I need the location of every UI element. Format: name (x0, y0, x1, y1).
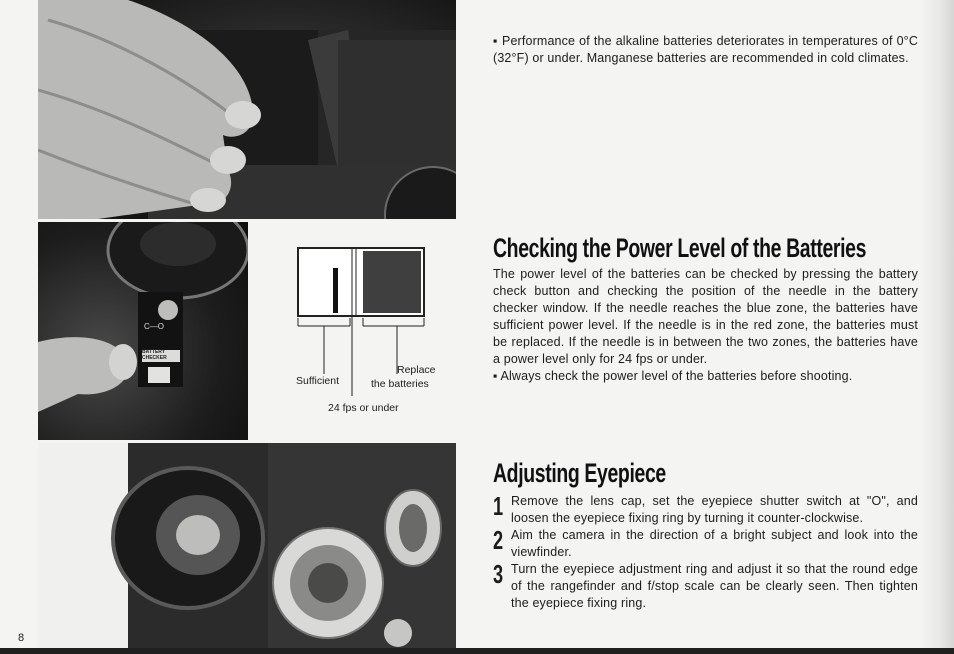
needle (333, 268, 338, 313)
label-24fps: 24 fps or under (328, 402, 399, 414)
adjusting-heading: Adjusting Eyepiece (493, 458, 666, 488)
step-2 (493, 527, 918, 561)
battery-insertion-illustration (38, 0, 456, 219)
step-2-number: 2 (493, 525, 504, 555)
intro-note: ▪ Performance of the alkaline batteries deteriorates in temperatures of 0°C (32°F) or under. Manganese batteries are recommended in cold climates. (493, 34, 918, 65)
checker-label-1: BATTERY (142, 349, 166, 355)
step-3 (493, 561, 918, 612)
bottom-strip (0, 648, 954, 654)
checker-label-2: CHECKER (142, 355, 167, 361)
photo-eyepiece (38, 443, 456, 648)
label-replace: Replace (397, 364, 436, 376)
step-1 (493, 493, 918, 527)
page-edge (920, 0, 954, 654)
checking-heading: Checking the Power Level of the Batteries (493, 233, 867, 263)
step-3-text: Turn the eyepiece adjustment ring and adjust it so that the round edge of the rangefinder and f/stop scale can be clearly seen. Then tighten the eyepiece fixing ring. (511, 562, 918, 610)
red-zone (363, 251, 421, 313)
label-the-batteries: the batteries (371, 378, 429, 390)
label-sufficient: Sufficient (296, 375, 339, 387)
photo-battery-insertion (38, 0, 456, 219)
checking-note: ▪ Always check the power level of the batteries before shooting. (493, 369, 853, 383)
photo-battery-checker (38, 222, 248, 440)
battery-checker-diagram (290, 246, 450, 426)
step-2-text: Aim the camera in the direction of a bright subject and look into the viewfinder. (511, 528, 918, 559)
switch-label: C—O (144, 322, 164, 331)
battery-checker-illustration (38, 222, 248, 440)
step-1-text: Remove the lens cap, set the eyepiece shutter switch at "O", and loosen the eyepiece fixing ring by turning it counter-clockwise. (511, 494, 918, 525)
checking-body: The power level of the batteries can be checked by pressing the battery check button and checking the position of the needle in the battery checker window. If the needle reaches the blue zone, the batteries have sufficient power level. If the needle is in the red zone, the batteries must be replaced. If the needle is in between the two zones, the batteries have a power level only for 24 fps or under. (493, 267, 918, 366)
page-number: 8 (18, 632, 25, 644)
step-3-number: 3 (493, 559, 504, 589)
step-1-number: 1 (493, 491, 504, 521)
eyepiece-illustration (38, 443, 456, 648)
battery-checker-window-drawing (290, 246, 450, 426)
